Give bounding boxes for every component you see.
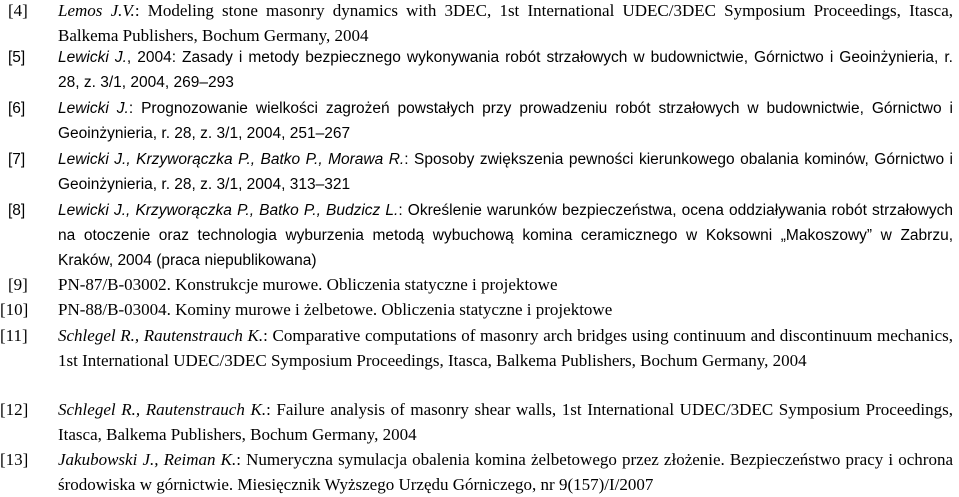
reference-authors: Lewicki J. [58, 100, 129, 117]
reference-text: : Comparative computations of masonry arch bridges using continuum and discontinuum mechanics, 1st International UDEC/3DEC Symposium Proceedings, Itasca, Balkema Publishers, Bochum Germany, 2004 [58, 326, 953, 370]
reference-body [58, 147, 953, 197]
reference-number: [12] [0, 400, 29, 419]
reference-number: [6] [8, 100, 26, 117]
reference-number: [7] [8, 151, 26, 168]
reference-body [58, 297, 953, 322]
reference-body [58, 45, 953, 95]
reference-number: [5] [8, 49, 26, 66]
reference-text: PN-87/B-03002. Konstrukcje murowe. Obliczenia statyczne i projektowe [58, 275, 558, 294]
reference-body [58, 272, 953, 297]
reference-authors: Lewicki J., Krzyworączka P., Batko P., Budzicz L. [58, 202, 399, 219]
reference-authors: Lewicki J., Krzyworączka P., Batko P., Morawa R. [58, 151, 405, 168]
reference-authors: Jakubowski J., Reiman K. [58, 450, 237, 469]
reference-authors: Schlegel R., Rautenstrauch K. [58, 400, 267, 419]
reference-number: [11] [0, 326, 28, 345]
reference-text: : Failure analysis of masonry shear walls, 1st International UDEC/3DEC Symposium Proceedings, Itasca, Balkema Publishers, Bochum Germany, 2004 [58, 400, 954, 444]
reference-body [58, 96, 953, 146]
reference-number: [13] [0, 450, 29, 469]
reference-text: : Prognozowanie wielkości zagrożeń powstałych przy prowadzeniu robót strzałowych w budownictwie, Górnictwo i Geoinżynieria, r. 28, z. 3/1, 2004, 251–267 [58, 100, 953, 142]
reference-body [58, 397, 953, 447]
reference-text: : Sposoby zwiększenia pewności kierunkowego obalania kominów, Górnictwo i Geoinżynieria, r. 28, z. 3/1, 2004, 313–321 [58, 151, 954, 193]
reference-text: , 2004: Zasady i metody bezpiecznego wykonywania robót strzałowych w budownictwie, Górnictwo i Geoinżynieria, r. 28, z. 3/1, 2004, 269–293 [58, 49, 953, 91]
reference-number: [10] [0, 300, 29, 319]
reference-authors: Lemos J.V. [58, 1, 135, 20]
reference-body [58, 447, 953, 497]
reference-text: : Modeling stone masonry dynamics with 3DEC, 1st International UDEC/3DEC Symposium Proceedings, Itasca, Balkema Publishers, Bochum Germany, 2004 [58, 1, 953, 45]
reference-authors: Lewicki J. [58, 49, 127, 66]
reference-number: [4] [8, 1, 28, 20]
reference-text: PN-88/B-03004. Kominy murowe i żelbetowe. Obliczenia statyczne i projektowe [58, 300, 613, 319]
reference-number: [9] [8, 275, 28, 294]
reference-body [58, 0, 953, 48]
reference-text: : Określenie warunków bezpieczeństwa, ocena oddziaływania robót strzałowych na otoczenie oraz technologia wyburzenia metodą wybuchową komina ceramicznego w Koksowni „Makoszowy” w Zabrzu, Kraków, 2004 (praca niepublikowana) [58, 202, 953, 269]
reference-text: : Numeryczna symulacja obalenia komina żelbetowego przez złożenie. Bezpieczeństwo pracy i ochrona środowiska w górnictwie. Miesięcznik Wyższego Urzędu Górniczego, nr 9(157)/I/2007 [58, 450, 953, 494]
reference-body [58, 323, 953, 373]
reference-authors: Schlegel R., Rautenstrauch K. [58, 326, 264, 345]
reference-number: [8] [8, 202, 26, 219]
reference-body [58, 198, 953, 273]
